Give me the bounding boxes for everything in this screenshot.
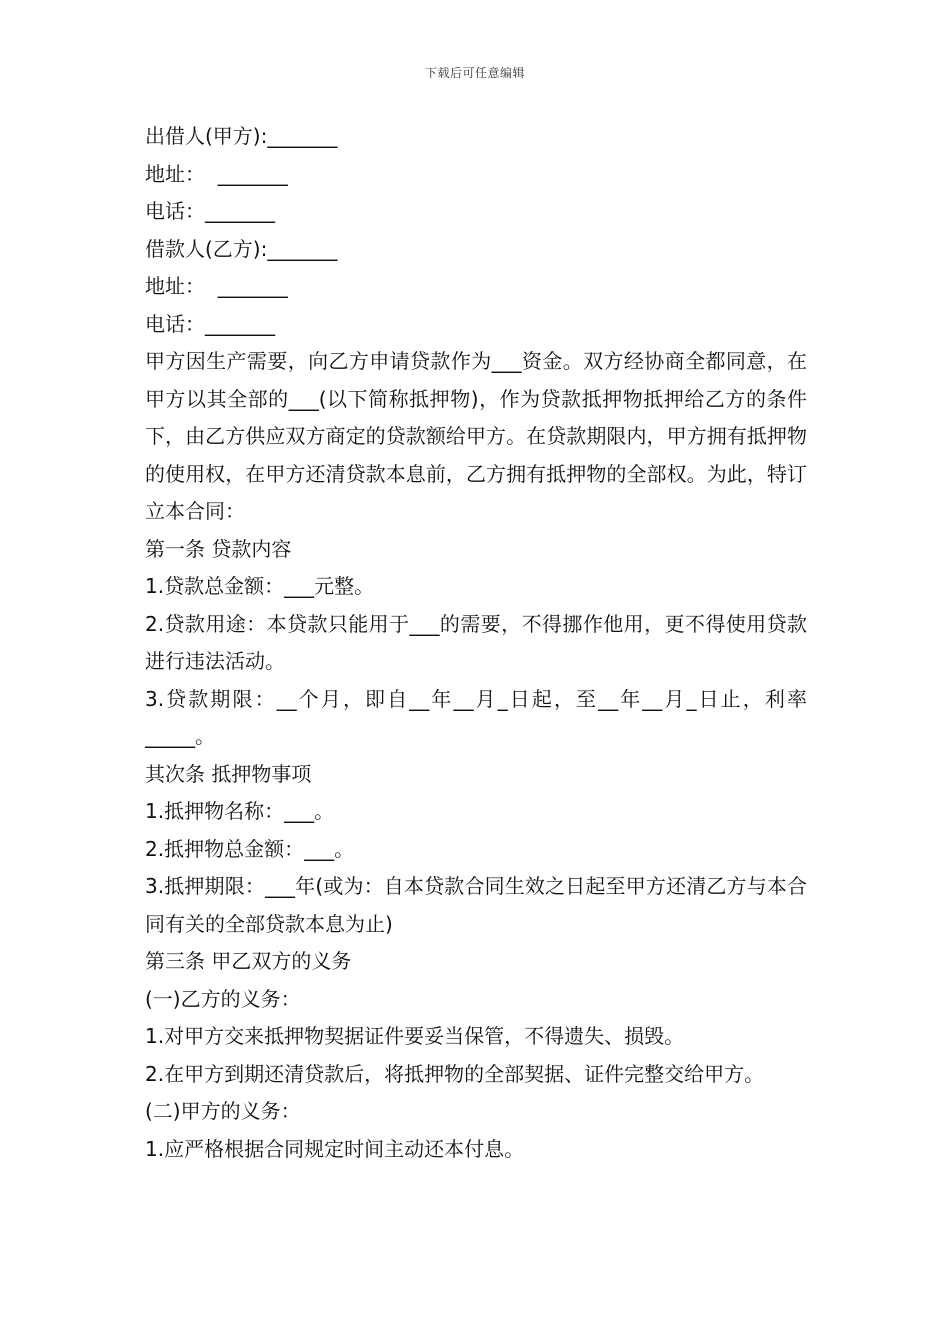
article1-item-2: 2.贷款用途：本贷款只能用于___的需要，不得挪作他用，更不得使用贷款进行违法活动。 <box>145 611 807 673</box>
article1-title: 第一条 贷款内容 <box>145 536 292 561</box>
lender-name-line: 出借人(甲方):_______ <box>145 124 338 148</box>
borrower-address-line: 地址： _______ <box>145 274 288 298</box>
article2-title: 其次条 抵押物事项 <box>145 761 312 786</box>
lender-phone-line: 电话：_______ <box>145 199 275 223</box>
borrower-name-line: 借款人(乙方):_______ <box>145 236 338 261</box>
party-a-duty-1: 1.应严格根据合同规定时间主动还本付息。 <box>145 1136 525 1161</box>
party-b-duty-1: 1.对甲方交来抵押物契据证件要妥当保管，不得遗失、损毁。 <box>145 1024 685 1048</box>
article1-item-3: 3.贷款期限：__个月，即自__年__月_日起，至__年__月_日止，利率_____。 <box>145 686 807 748</box>
party-a-duties-title: (二)甲方的义务： <box>145 1099 301 1123</box>
article3-title: 第三条 甲乙双方的义务 <box>145 949 352 973</box>
article2-item-2: 2.抵押物总金额：___。 <box>145 836 355 861</box>
borrower-phone-line: 电话：_______ <box>145 311 275 336</box>
article2-item-3: 3.抵押期限：___年(或为：自本贷款合同生效之日起至甲方还清乙方与本合同有关的全部贷款本息为止) <box>145 874 807 936</box>
preamble-paragraph: 甲方因生产需要，向乙方申请贷款作为___资金。双方经协商全都同意，在甲方以其全部的___(以下简称抵押物)，作为贷款抵押物抵押给乙方的条件下，由乙方供应双方商定的贷款额给甲方。在贷款期限内，甲方拥有抵押物的使用权，在甲方还清贷款本息前，乙方拥有抵押物的全部权。为此，特订立本合同： <box>145 349 807 523</box>
article2-item-1: 1.抵押物名称：___。 <box>145 799 335 823</box>
contract-body <box>145 118 807 1168</box>
party-b-duty-2: 2.在甲方到期还清贷款后，将抵押物的全部契据、证件完整交给甲方。 <box>145 1061 765 1086</box>
party-b-duties-title: (一)乙方的义务： <box>145 986 301 1011</box>
lender-address-line: 地址： _______ <box>145 161 288 186</box>
page-header-note: 下载后可任意编辑 <box>424 66 525 80</box>
article1-item-1: 1.贷款总金额：___元整。 <box>145 574 375 598</box>
